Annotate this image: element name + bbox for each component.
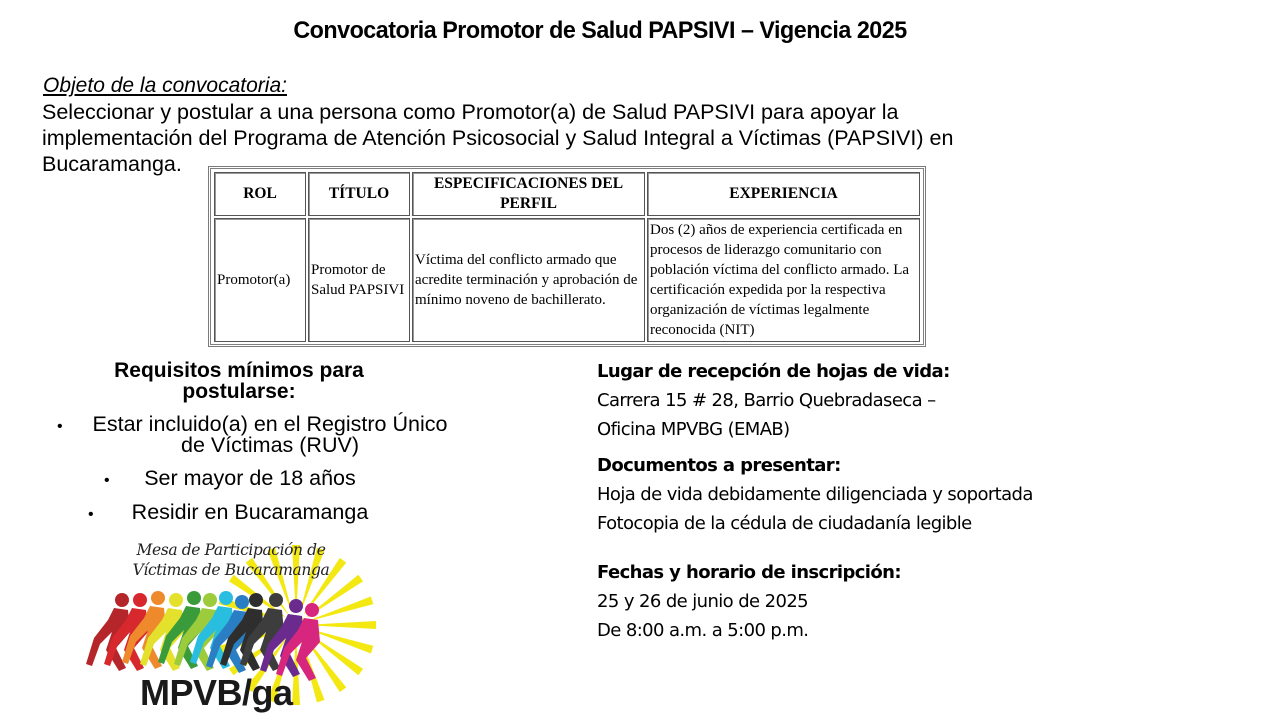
table-header-row xyxy=(214,172,920,216)
column-header-experiencia: EXPERIENCIA xyxy=(647,172,920,216)
mpvb-logo xyxy=(78,538,398,718)
lugar-line: Oficina MPVBG (EMAB) xyxy=(597,419,790,440)
cell-especificaciones: Víctima del conflicto armado que acredite terminación y aprobación de mínimo noveno de bachillerato. xyxy=(412,218,645,342)
cell-experiencia: Dos (2) años de experiencia certificada en procesos de liderazgo comunitario con población víctima del conflicto armado. La certificación expedida por la respectiva organización de víctimas legalmente reconocida (NIT) xyxy=(647,218,920,342)
runner-silhouettes xyxy=(86,591,320,681)
page-title: Convocatoria Promotor de Salud PAPSIVI – Vigencia 2025 xyxy=(293,17,907,44)
objetivo-label: Objeto de la convocatoria: xyxy=(43,74,287,97)
profile-table xyxy=(208,166,926,347)
column-header-especificaciones: ESPECIFICACIONES DEL PERFIL xyxy=(412,172,645,216)
documentos-heading: Documentos a presentar: xyxy=(597,455,841,476)
requisitos-title: Requisitos mínimos para postularse: xyxy=(114,359,364,403)
documentos-line: Fotocopia de la cédula de ciudadanía legible xyxy=(597,513,972,534)
column-header-rol: ROL xyxy=(214,172,306,216)
requisito-text: Residir en Bucaramanga xyxy=(131,500,369,524)
objetivo-line: implementación del Programa de Atención Psicosocial y Salud Integral a Víctimas (PAPSIVI) en xyxy=(42,126,954,150)
logo-script-line: Mesa de Participación de xyxy=(136,541,326,559)
bullet-icon: • xyxy=(57,418,63,435)
documentos-line: Hoja de vida debidamente diligenciada y soportada xyxy=(597,484,1033,505)
table-row xyxy=(214,218,920,342)
bullet-icon: • xyxy=(88,506,94,523)
requisito-text: Estar incluido(a) en el Registro Único de Víctimas (RUV) xyxy=(92,412,448,457)
logo-script-text xyxy=(126,540,336,580)
requisito-text: Ser mayor de 18 años xyxy=(144,466,356,490)
logo-wordmark: MPVB/ga xyxy=(140,672,293,713)
logo-script-line: Víctimas de Bucaramanga xyxy=(132,561,330,579)
fechas-line: 25 y 26 de junio de 2025 xyxy=(597,591,809,612)
fechas-heading: Fechas y horario de inscripción: xyxy=(597,562,901,583)
bullet-icon: • xyxy=(104,472,110,489)
list-item xyxy=(40,502,460,523)
objetivo-line: Seleccionar y postular a una persona como Promotor(a) de Salud PAPSIVI para apoyar la xyxy=(42,100,899,124)
list-item xyxy=(40,414,450,456)
lugar-line: Carrera 15 # 28, Barrio Quebradaseca – xyxy=(597,390,936,411)
info-panel xyxy=(597,357,1157,645)
objetivo-line: Bucaramanga. xyxy=(42,152,182,176)
column-header-titulo: TÍTULO xyxy=(308,172,410,216)
cell-rol: Promotor(a) xyxy=(214,218,306,342)
requisitos-list xyxy=(40,414,460,523)
fechas-line: De 8:00 a.m. a 5:00 p.m. xyxy=(597,620,809,641)
lugar-heading: Lugar de recepción de hojas de vida: xyxy=(597,361,950,382)
cell-titulo: Promotor de Salud PAPSIVI xyxy=(308,218,410,342)
list-item xyxy=(40,468,460,489)
